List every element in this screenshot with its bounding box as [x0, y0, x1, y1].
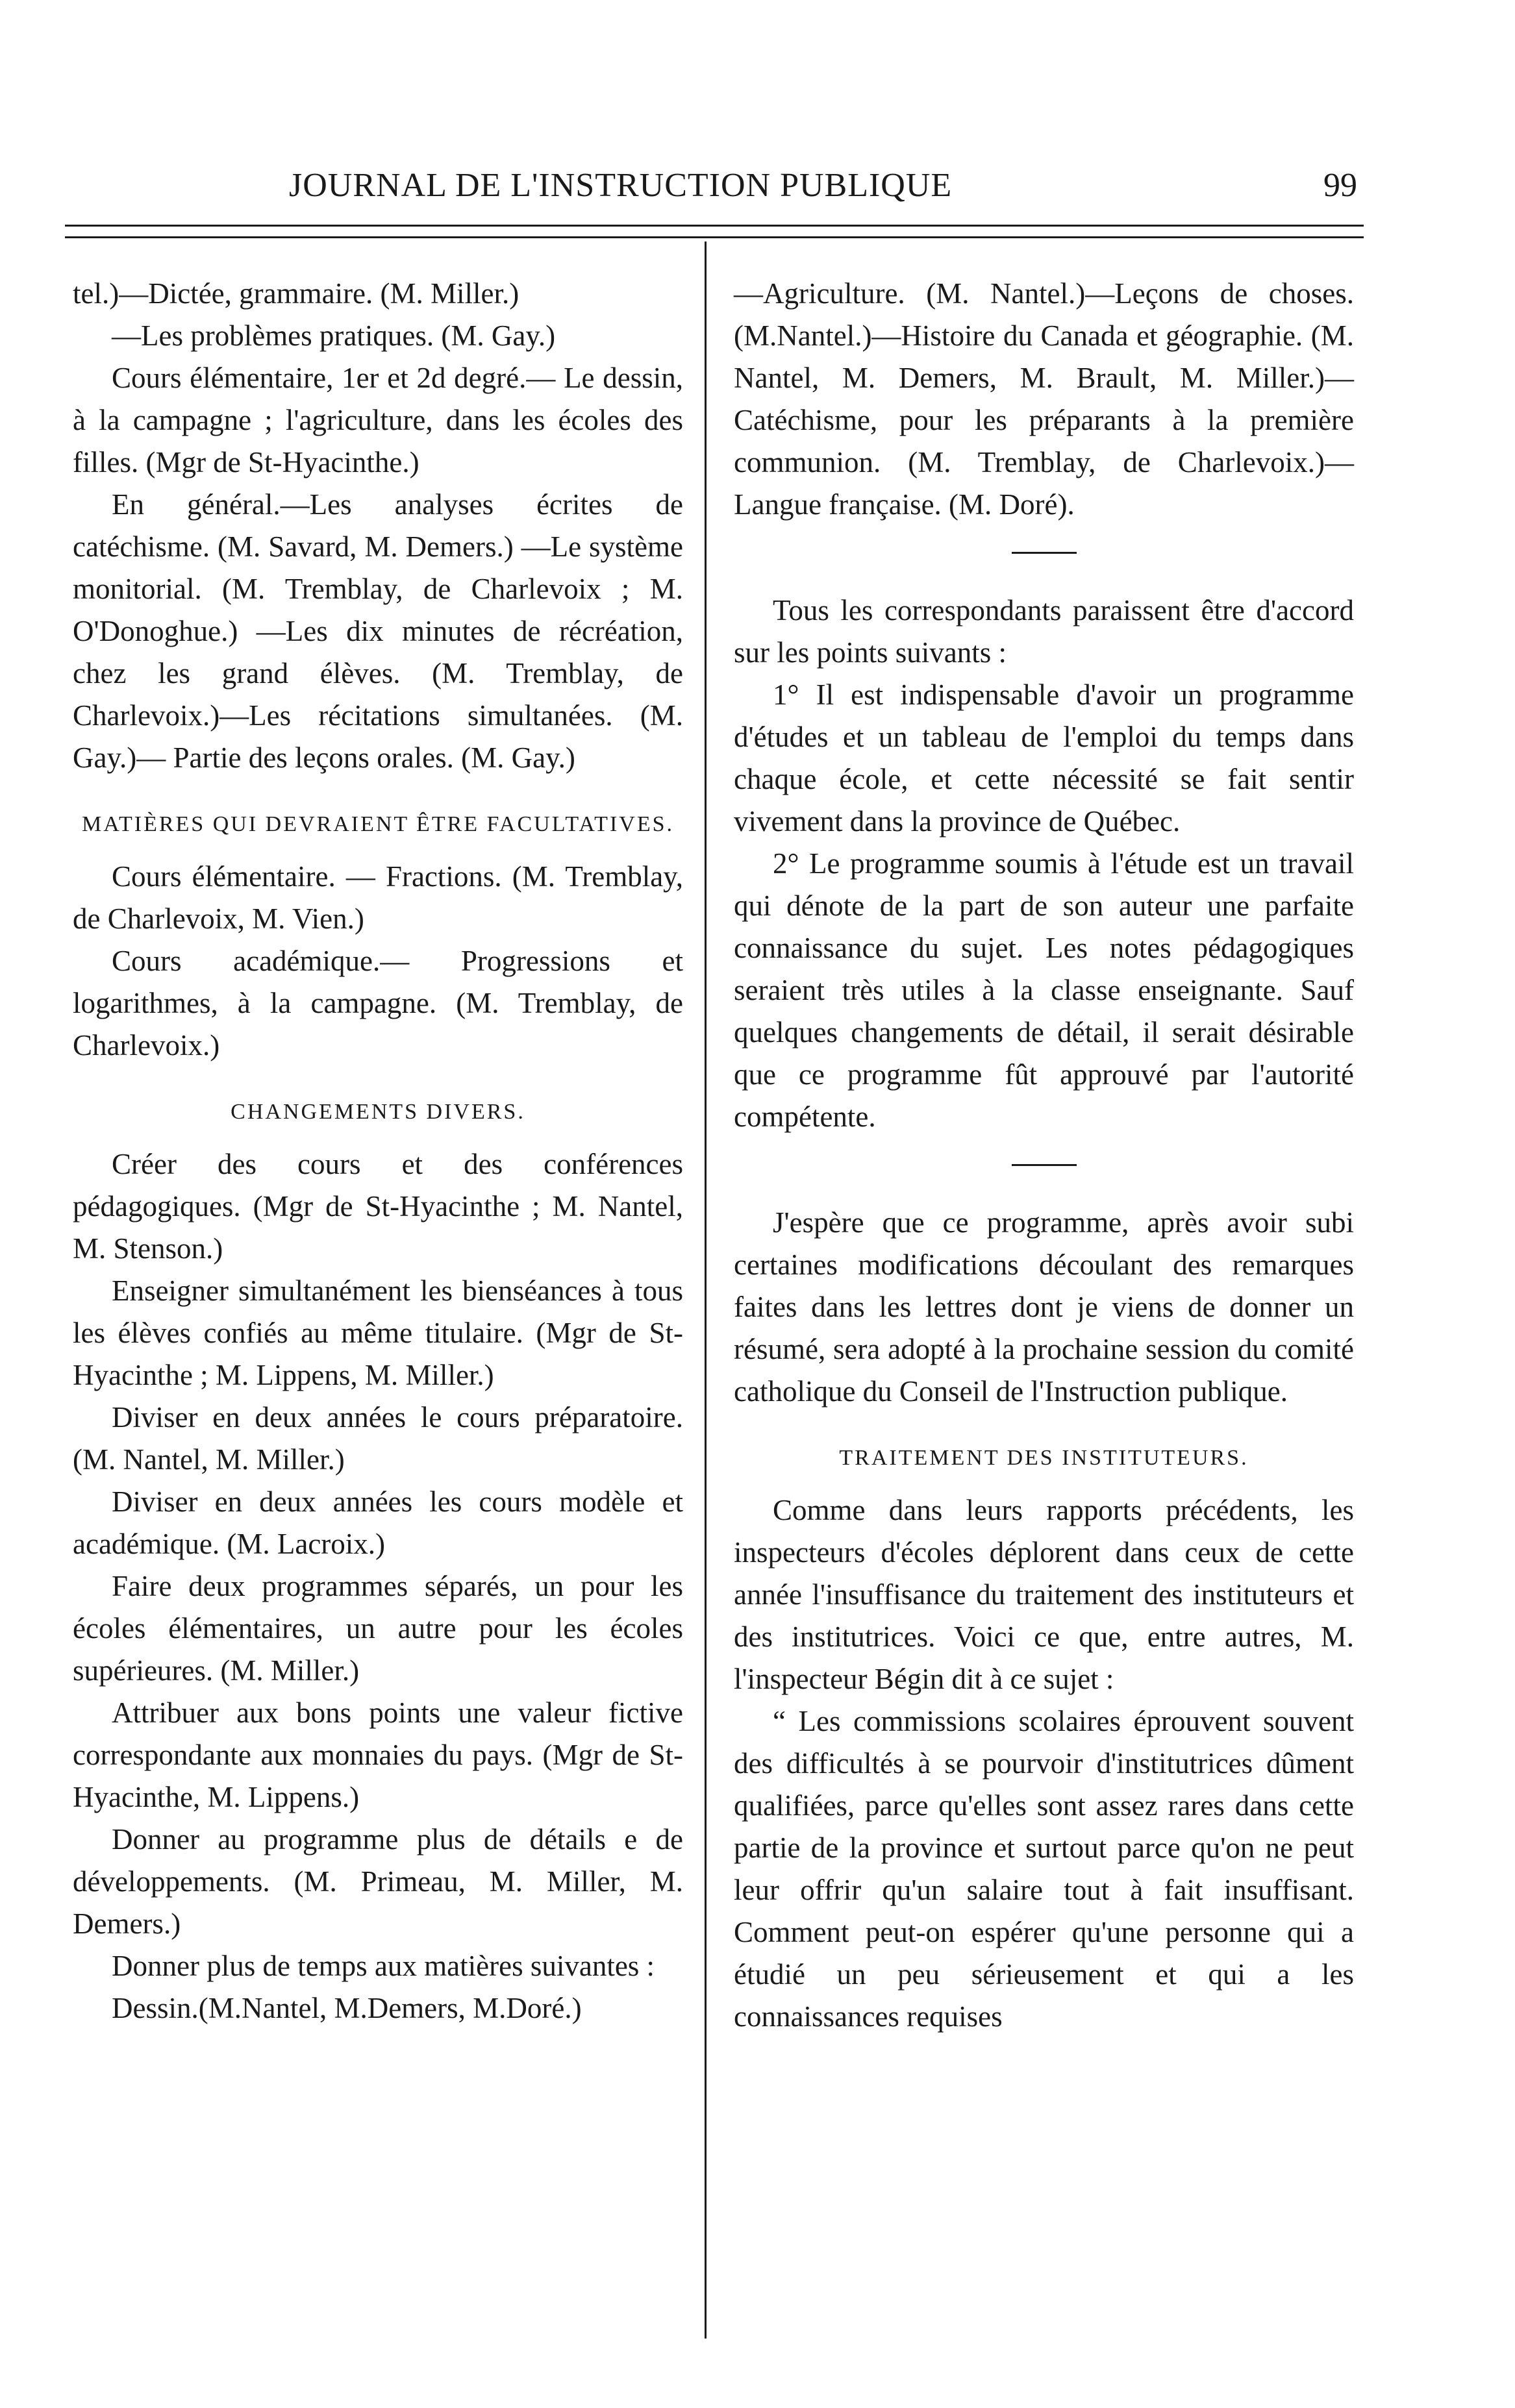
- left-paragraph: Diviser en deux années les cours modèle et académique. (M. Lacroix.): [73, 1485, 683, 1560]
- right-paragraph: Tous les correspondants paraissent être d'accord sur les points suivants :: [734, 594, 1354, 669]
- section-heading-salary: TRAITEMENT DES INSTITUTEURS.: [839, 1446, 1249, 1470]
- right-column: [734, 273, 1354, 2038]
- left-paragraph: Donner plus de temps aux matières suivantes :: [112, 1950, 655, 1982]
- page-number: 99: [1323, 167, 1357, 204]
- column-divider: [705, 242, 707, 2339]
- journal-title: JOURNAL DE L'INSTRUCTION PUBLIQUE: [289, 167, 953, 204]
- left-paragraph: Attribuer aux bons points une valeur fictive correspondante aux monnaies du pays. (Mgr de St-Hyacinthe, M. Lippens.): [73, 1696, 683, 1813]
- right-paragraph: 2° Le programme soumis à l'étude est un travail qui dénote de la part de son auteur une parfaite connaissance du sujet. Les notes pédagogiques seraient très utiles à la classe enseignante. Sauf quelques changements de détail, il serait désirable que ce programme fût approuvé par l'autorité compétente.: [734, 847, 1354, 1133]
- left-paragraph: Cours élémentaire, 1er et 2d degré.— Le dessin, à la campagne ; l'agriculture, dans les écoles des filles. (Mgr de St-Hyacinthe.): [73, 362, 683, 478]
- left-paragraph: —Les problèmes pratiques. (M. Gay.): [112, 319, 556, 352]
- right-paragraph: Comme dans leurs rapports précédents, les inspecteurs d'écoles déplorent dans ceux de cette année l'insuffisance du traitement des instituteurs et des institutrices. Voici ce que, entre autres, M. l'inspecteur Bégin dit à ce sujet :: [734, 1494, 1354, 1695]
- section-heading-changes: CHANGEMENTS DIVERS.: [231, 1100, 525, 1124]
- document-page: [65, 0, 1364, 2408]
- header-rule-bottom: [65, 236, 1364, 238]
- left-paragraph: En général.—Les analyses écrites de catéchisme. (M. Savard, M. Demers.) —Le système monitorial. (M. Tremblay, de Charlevoix ; M. O'Donoghue.) —Les dix minutes de récréation, chez les grand élèves. (M. Tremblay, de Charlevoix.)—Les récitations simultanées. (M. Gay.)— Partie des leçons orales. (M. Gay.): [73, 488, 683, 774]
- right-paragraph: —Agriculture. (M. Nantel.)—Leçons de choses. (M.Nantel.)—Histoire du Canada et géographie. (M. Nantel, M. Demers, M. Brault, M. Miller.)—Catéchisme, pour les préparants à la première communion. (M. Tremblay, de Charlevoix.)—Langue française. (M. Doré).: [734, 277, 1354, 521]
- header-rule-top: [65, 225, 1364, 227]
- left-paragraph: Cours académique.— Progressions et logarithmes, à la campagne. (M. Tremblay, de Charlevoix.): [73, 945, 683, 1061]
- left-column: [73, 273, 683, 2029]
- left-paragraph: Faire deux programmes séparés, un pour les écoles élémentaires, un autre pour les écoles supérieures. (M. Miller.): [73, 1570, 683, 1687]
- running-header: [65, 166, 1364, 212]
- left-paragraph: Cours élémentaire. — Fractions. (M. Tremblay, de Charlevoix, M. Vien.): [73, 860, 683, 935]
- left-paragraph: Donner au programme plus de détails e de développements. (M. Primeau, M. Miller, M. Demers.): [73, 1823, 683, 1940]
- left-paragraph: tel.)—Dictée, grammaire. (M. Miller.): [73, 277, 520, 310]
- right-paragraph: J'espère que ce programme, après avoir subi certaines modifications découlant des remarques faites dans les lettres dont je viens de donner un résumé, sera adopté à la prochaine session du comité catholique du Conseil de l'Instruction publique.: [734, 1206, 1354, 1408]
- separator-rule: [1012, 552, 1077, 554]
- section-heading-optional: MATIÈRES QUI DEVRAIENT ÊTRE FACULTATIVES.: [81, 812, 675, 836]
- right-paragraph: 1° Il est indispensable d'avoir un programme d'études et un tableau de l'emploi du temps dans chaque école, et cette nécessité se fait sentir vivement dans la province de Québec.: [734, 678, 1354, 838]
- left-paragraph: Enseigner simultanément les bienséances à tous les élèves confiés au même titulaire. (Mgr de St-Hyacinthe ; M. Lippens, M. Miller.): [73, 1274, 683, 1391]
- left-paragraph: Dessin.(M.Nantel, M.Demers, M.Doré.): [112, 1992, 582, 2024]
- left-paragraph: Créer des cours et des conférences pédagogiques. (Mgr de St-Hyacinthe ; M. Nantel, M. Stenson.): [73, 1148, 683, 1265]
- right-paragraph: “ Les commissions scolaires éprouvent souvent des difficultés à se pourvoir d'institutrices dûment qualifiées, parce qu'elles sont assez rares dans cette partie de la province et surtout parce qu'on ne peut leur offrir qu'un salaire tout à fait insuffisant. Comment peut-on espérer qu'une personne qui a étudié un peu sérieusement et qui a les connaissances requises: [734, 1705, 1354, 2033]
- left-paragraph: Diviser en deux années le cours préparatoire. (M. Nantel, M. Miller.): [73, 1401, 683, 1476]
- separator-rule: [1012, 1164, 1077, 1166]
